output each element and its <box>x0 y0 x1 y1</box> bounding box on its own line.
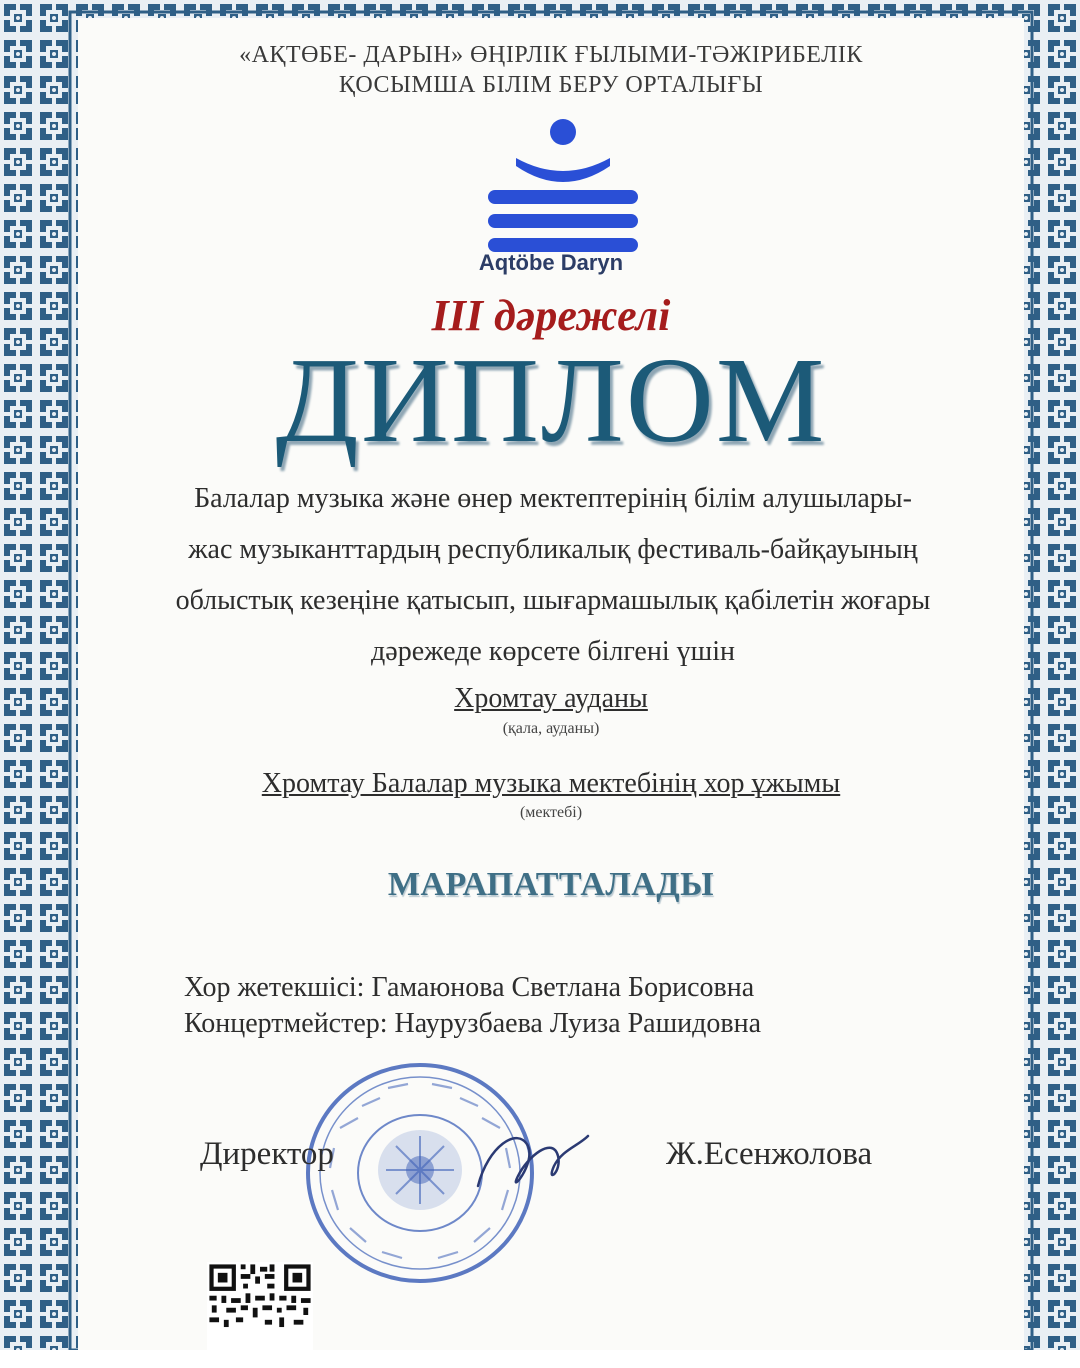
diploma-sheet <box>78 18 1024 1350</box>
reason-line-2: жас музыканттардың республикалық фестиваль-байқауының <box>188 534 918 565</box>
staff-list <box>184 970 761 1042</box>
issuer-line-2: ҚОСЫМША БІЛІМ БЕРУ ОРТАЛЫҒЫ <box>338 72 764 98</box>
accompanist: Концертмейстер: Наурузбаева Луиза Рашидовна <box>184 1008 762 1039</box>
district-value: Хромтау ауданы <box>454 683 648 714</box>
choir-leader: Хор жетекшісі: Гамаюнова Светлана Борисовна <box>184 972 755 1003</box>
logo-caption: Aqtöbe Daryn <box>478 250 624 275</box>
director-label: Директор <box>200 1136 334 1172</box>
issuer-line-1: «АҚТӨБЕ- ДАРЫН» ӨҢІРЛІК ҒЫЛЫМИ-ТӘЖІРИБЕЛІК <box>239 42 863 68</box>
award-statement: МАРАПАТТАЛАДЫ <box>387 866 715 903</box>
qr-code[interactable] <box>172 1262 348 1368</box>
diploma-degree: III дәрежелі <box>431 291 671 340</box>
reason-line-1: Балалар музыка және өнер мектептерінің білім алушылары- <box>194 483 912 514</box>
district-field <box>78 683 1024 715</box>
district-caption: (қала, ауданы) <box>502 720 600 737</box>
director-signature <box>458 1106 608 1216</box>
school-value: Хромтау Балалар музыка мектебінің хор ұжымы <box>261 768 841 799</box>
issuer-header <box>78 40 1024 100</box>
school-caption: (мектебі) <box>519 804 583 821</box>
school-field <box>78 768 1024 800</box>
reason-line-3: облыстық кезеңіне қатысып, шығармашылық қабілетін жоғары <box>175 585 931 616</box>
reason-line-4: дәрежеде көрсете білгені үшін <box>371 636 735 667</box>
diploma-title: ДИПЛОМ <box>275 333 827 468</box>
director-name: Ж.Есенжолова <box>666 1136 873 1172</box>
award-reason <box>138 473 968 677</box>
